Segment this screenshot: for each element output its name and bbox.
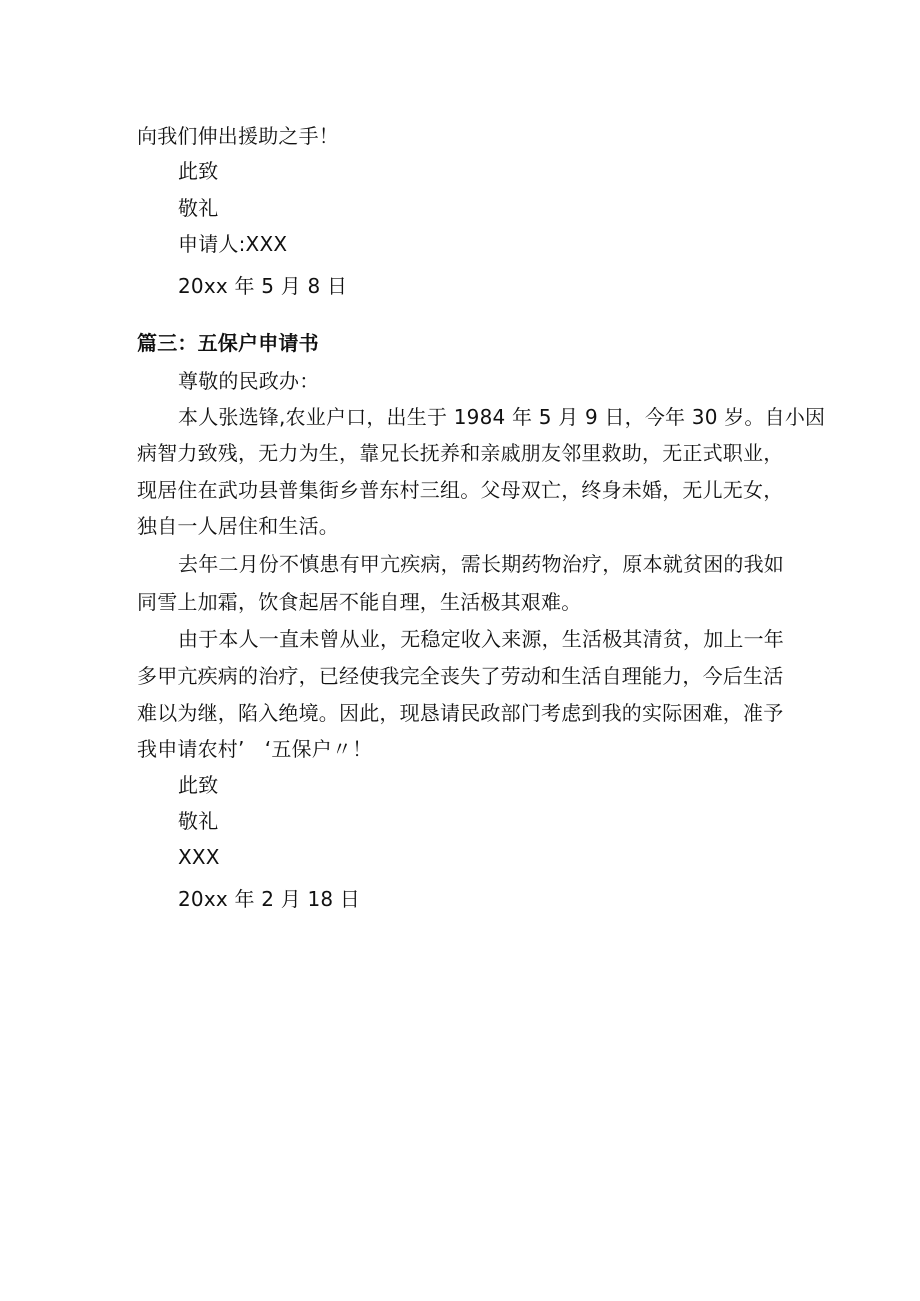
para1-line: 独自一人居住和生活。 <box>137 514 339 538</box>
letter-salutation-1: 此致 <box>178 773 219 797</box>
para3-line: 难以为继，陷入绝境。因此，现恳请民政部门考虑到我的实际困难，准予 <box>137 701 784 725</box>
para3-line: 多甲亢疾病的治疗，已经使我完全丧失了劳动和生活自理能力，今后生活 <box>137 664 784 688</box>
para2-line: 去年二月份不慎患有甲亢疾病，需长期药物治疗，原本就贫困的我如 <box>178 552 784 576</box>
para1-line: 病智力致残，无力为生，靠兄长抚养和亲戚朋友邻里救助，无正式职业， <box>137 441 784 465</box>
letter-signature: XXX <box>178 845 220 869</box>
letter-salutation-2: 敬礼 <box>178 809 219 833</box>
para1-line: 本人张选锋,农业户口，出生于 1984 年 5 月 9 日，今年 30 岁。自小因 <box>178 405 826 429</box>
para3-line: 由于本人一直未曾从业，无稳定收入来源，生活极其清贫，加上一年 <box>178 627 784 651</box>
para3-line: 我申请农村’ ‘五保户〃！ <box>137 737 373 761</box>
letter-date: 20xx 年 2 月 18 日 <box>178 887 361 911</box>
para2-line: 同雪上加霜，饮食起居不能自理，生活极其艰难。 <box>137 590 582 614</box>
prev-letter-applicant: 申请人:XXX <box>178 232 288 256</box>
section-title: 篇三：五保户申请书 <box>137 331 319 355</box>
para1-line: 现居住在武功县普集街乡普东村三组。父母双亡，终身未婚，无儿无女， <box>137 478 784 502</box>
letter-greeting: 尊敬的民政办： <box>178 369 320 393</box>
prev-letter-salutation-2: 敬礼 <box>178 196 219 220</box>
prev-letter-salutation-1: 此致 <box>178 159 219 183</box>
prev-letter-closing-line: 向我们伸出援助之手！ <box>137 124 339 148</box>
prev-letter-date: 20xx 年 5 月 8 日 <box>178 274 348 298</box>
